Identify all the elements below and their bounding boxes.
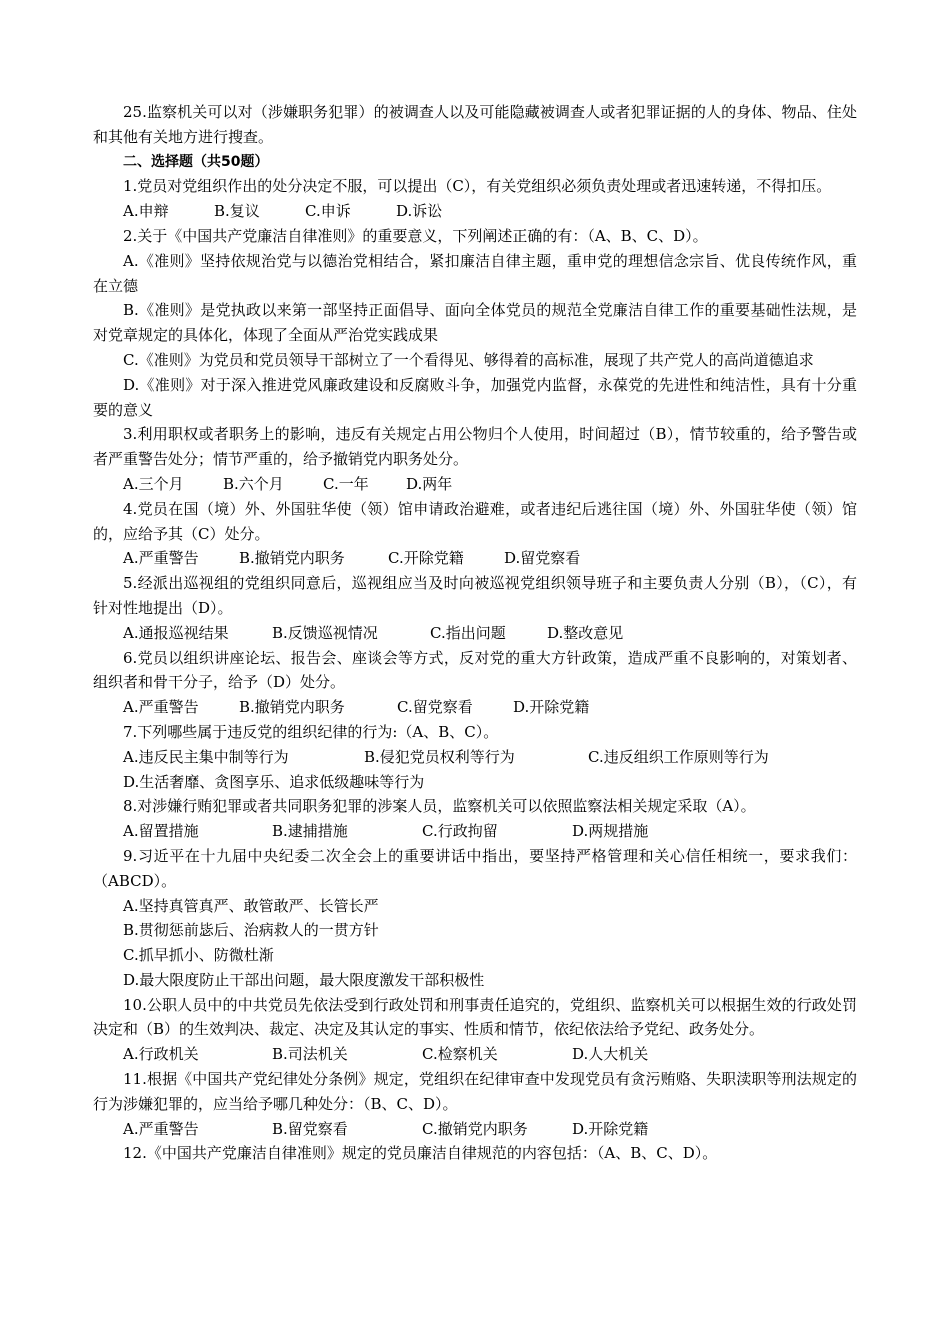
question-2-option-a: A.《准则》坚持依规治党与以德治党相结合，紧扣廉洁自律主题，重申党的理想信念宗旨、优良传统作风，重在立德 [93, 251, 857, 295]
question-4: 4.党员在国（境）外、外国驻华使（领）馆申请政治避难，或者违纪后逃往国（境）外、外国驻华使（领）馆的，应给予其（C）处分。 [93, 499, 857, 543]
question-9-option-d: D.最大限度防止干部出问题，最大限度激发干部积极性 [123, 970, 485, 989]
question-1: 1.党员对党组织作出的处分决定不服，可以提出（C），有关党组织必须负责处理或者迅速转递，不得扣压。 [123, 177, 832, 196]
option: D.两年 [406, 474, 453, 493]
option: B.复议 [214, 202, 260, 221]
option: D.两规措施 [572, 822, 649, 841]
question-8: 8.对涉嫌行贿犯罪或者共同职务犯罪的涉案人员，监察机关可以依照监察法相关规定采取（A）。 [123, 797, 756, 816]
option: D.整改意见 [547, 623, 624, 642]
question-9-option-c: C.抓早抓小、防微杜渐 [123, 946, 274, 965]
question-3-options [93, 472, 857, 497]
option: A.行政机关 [123, 1045, 199, 1064]
option: A.三个月 [123, 474, 184, 493]
document-page [93, 100, 857, 1166]
question-5: 5.经派出巡视组的党组织同意后，巡视组应当及时向被巡视党组织领导班子和主要负责人分别（B），（C），有针对性地提出（D）。 [93, 574, 857, 617]
question-4-options [93, 546, 857, 571]
question-6-options [93, 695, 857, 720]
question-6: 6.党员以组织讲座论坛、报告会、座谈会等方式，反对党的重大方针政策，造成严重不良影响的，对策划者、组织者和骨干分子，给予（D）处分。 [93, 648, 857, 692]
option: C.一年 [323, 474, 369, 493]
question-25: 25.监察机关可以对（涉嫌职务犯罪）的被调查人以及可能隐藏被调查人或者犯罪证据的人的身体、物品、住处和其他有关地方进行搜查。 [93, 103, 857, 146]
question-2: 2.关于《中国共产党廉洁自律准则》的重要意义，下列阐述正确的有：（A、B、C、D）。 [123, 226, 708, 245]
question-10: 10.公职人员中的中共党员先依法受到行政处罚和刑事责任追究的，党组织、监察机关可以根据生效的行政处罚决定和（B）的生效判决、裁定、决定及其认定的事实、性质和情节，依纪依法给予党纪、政务处分。 [93, 995, 857, 1039]
question-11: 11.根据《中国共产党纪律处分条例》规定，党组织在纪律审查中发现党员有贪污贿赂、失职渎职等刑法规定的行为涉嫌犯罪的，应当给予哪几种处分：（B、C、D）。 [93, 1070, 857, 1113]
option: A.留置措施 [123, 822, 199, 841]
question-10-options [93, 1042, 857, 1067]
option: C.指出问题 [430, 623, 506, 642]
option: A.通报巡视结果 [123, 623, 229, 642]
question-9-option-a: A.坚持真管真严、敢管敢严、长管长严 [123, 896, 379, 915]
option: D.开除党籍 [513, 698, 590, 717]
option: A.违反民主集中制等行为 [123, 747, 289, 766]
question-9-option-b: B.贯彻惩前毖后、治病救人的一贯方针 [123, 921, 379, 940]
option: C.行政拘留 [422, 822, 498, 841]
option: A.申辩 [123, 202, 169, 221]
question-9: 9.习近平在十九届中央纪委二次全会上的重要讲话中指出，要坚持严格管理和关心信任相统一，要求我们：（ABCD）。 [93, 846, 857, 890]
question-2-option-b: B.《准则》是党执政以来第一部坚持正面倡导、面向全体党员的规范全党廉洁自律工作的重要基础性法规，是对党章规定的具体化，体现了全面从严治党实践成果 [93, 301, 857, 345]
section-heading: 二、选择题（共50题） [123, 153, 269, 170]
option: B.撤销党内职务 [239, 698, 345, 717]
option: C.留党察看 [397, 698, 473, 717]
option: A.严重警告 [123, 549, 199, 568]
question-1-options [93, 199, 857, 224]
question-3: 3.利用职权或者职务上的影响，违反有关规定占用公物归个人使用，时间超过（B），情节较重的，给予警告或者严重警告处分；情节严重的，给予撤销党内职务处分。 [93, 425, 857, 469]
option: B.撤销党内职务 [239, 549, 345, 568]
option: C.开除党籍 [388, 549, 464, 568]
option: D.留党察看 [504, 549, 581, 568]
question-8-options [93, 819, 857, 844]
option: B.六个月 [223, 474, 284, 493]
question-11-options [93, 1117, 857, 1142]
question-7-option-d: D.生活奢靡、贪图享乐、追求低级趣味等行为 [123, 772, 425, 791]
question-2-option-c: C.《准则》为党员和党员领导干部树立了一个看得见、够得着的高标准，展现了共产党人的高尚道德追求 [123, 350, 814, 369]
question-7: 7.下列哪些属于违反党的组织纪律的行为:（A、B、C）。 [123, 722, 499, 741]
option: A.严重警告 [123, 698, 199, 717]
option: B.逮捕措施 [272, 822, 348, 841]
option: B.反馈巡视情况 [272, 623, 378, 642]
option: C.申诉 [305, 202, 351, 221]
option: A.严重警告 [123, 1119, 199, 1138]
option: C.违反组织工作原则等行为 [588, 747, 769, 766]
question-2-option-d: D.《准则》对于深入推进党风廉政建设和反腐败斗争，加强党内监督，永葆党的先进性和纯洁性，具有十分重要的意义 [93, 375, 857, 419]
option: B.留党察看 [272, 1119, 348, 1138]
option: C.撤销党内职务 [422, 1119, 528, 1138]
question-5-options [93, 621, 857, 646]
option: D.人大机关 [572, 1045, 649, 1064]
option: D.诉讼 [396, 202, 443, 221]
question-7-options [93, 745, 857, 770]
question-12: 12.《中国共产党廉洁自律准则》规定的党员廉洁自律规范的内容包括：（A、B、C、D）。 [123, 1144, 718, 1163]
option: C.检察机关 [422, 1045, 498, 1064]
option: B.侵犯党员权利等行为 [364, 747, 515, 766]
option: D.开除党籍 [572, 1119, 649, 1138]
option: B.司法机关 [272, 1045, 348, 1064]
